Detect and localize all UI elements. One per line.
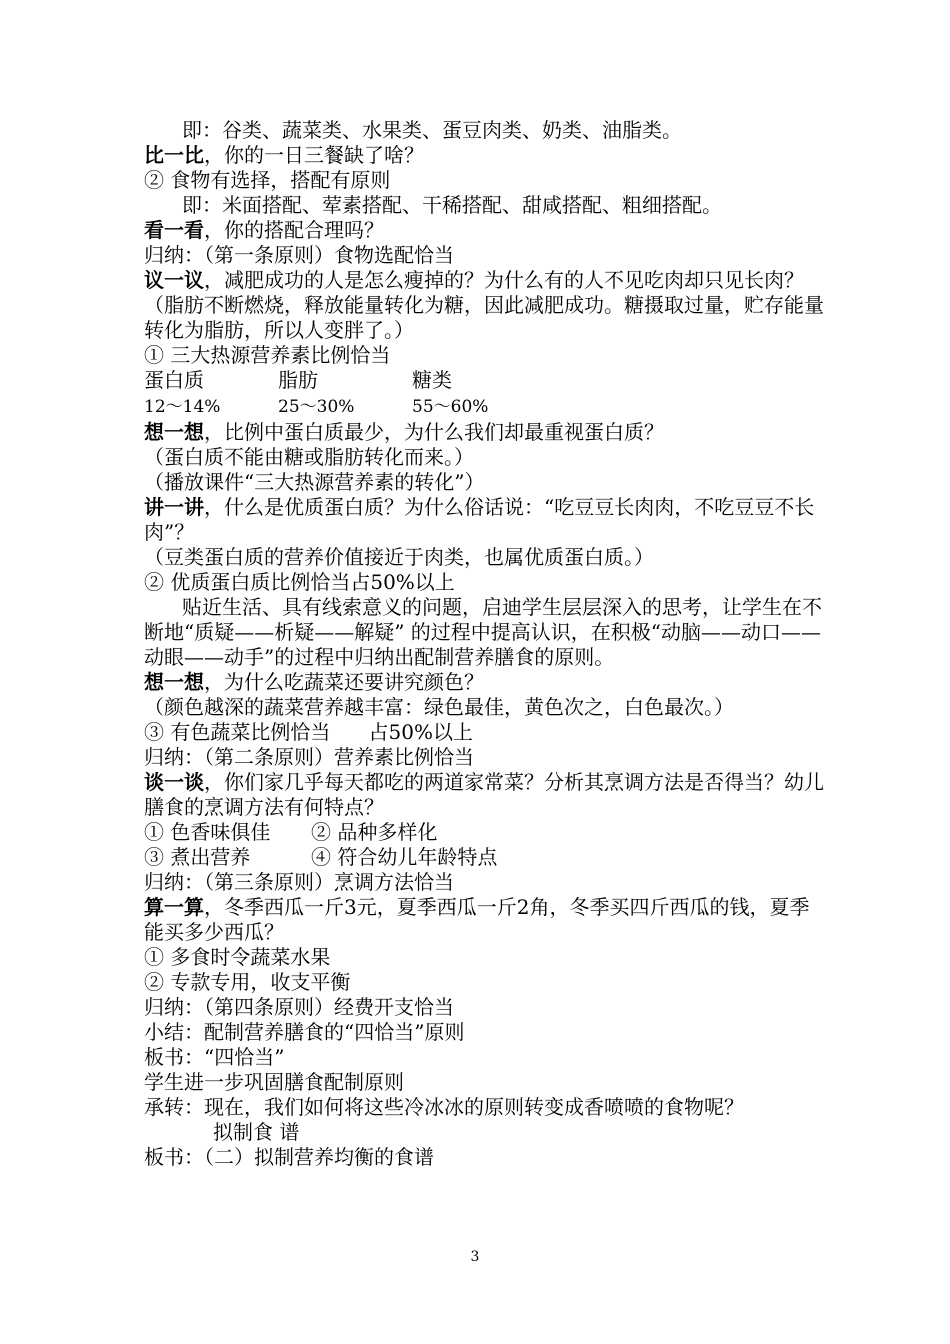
principle-item: ③ 有色蔬菜比例恰当 占50%以上 bbox=[144, 720, 473, 744]
page-number: 3 bbox=[470, 1249, 480, 1265]
summary-rule-3: 归纳：（第三条原则）烹调方法恰当 bbox=[144, 870, 454, 894]
teaching-reflection: 贴近生活、具有线索意义的问题，启迪学生层层深入的思考，让学生在不断地“质疑——析疑——解疑” 的过程中提高认识，在积极“动脑——动口——动眼——动手”的过程中归纳出配制营养膳食的原则。 bbox=[144, 595, 822, 669]
ratio-value: 55～60% bbox=[412, 397, 489, 417]
conclusion-line: 小结：配制营养膳食的“四恰当”原则 bbox=[144, 1020, 465, 1044]
summary-rule-1: 归纳：（第一条原则）食物选配恰当 bbox=[144, 243, 454, 267]
principle-item: ② 食物有选择，搭配有原则 bbox=[144, 168, 391, 192]
summary-rule-4: 归纳：（第四条原则）经费开支恰当 bbox=[144, 995, 454, 1019]
ratio-label: 蛋白质 bbox=[144, 368, 204, 392]
color-answer: （颜色越深的蔬菜营养越丰富：绿色最佳，黄色次之，白色最次。） bbox=[144, 695, 734, 719]
menu-heading: 拟制食 谱 bbox=[213, 1120, 300, 1144]
discuss-prompt: 议一议，减肥成功的人是怎么瘦掉的？为什么有的人不见吃肉却只见长肉？ bbox=[144, 268, 804, 292]
prompt-lead: 看一看 bbox=[144, 218, 204, 242]
look-prompt: 看一看，你的搭配合理吗？ bbox=[144, 218, 384, 242]
prompt-lead: 想一想 bbox=[144, 670, 204, 694]
ratio-labels-row bbox=[144, 368, 824, 393]
chat-prompt: 谈一谈，你们家几乎每天都吃的两道家常菜？分析其烹调方法是否得当？幼儿膳食的烹调方法有何特点？ bbox=[144, 770, 824, 819]
compare-prompt: 比一比，你的一日三餐缺了啥？ bbox=[144, 143, 424, 167]
prompt-lead: 谈一谈 bbox=[144, 770, 204, 794]
fat-explanation: （脂肪不断燃烧，释放能量转化为糖，因此减肥成功。糖摄取过量，贮存能量转化为脂肪，所以人变胖了。） bbox=[144, 293, 824, 342]
prompt-lead: 讲一讲 bbox=[144, 495, 204, 519]
prompt-lead: 算一算 bbox=[144, 895, 204, 919]
principle-item: ① 多食时令蔬菜水果 bbox=[144, 945, 331, 969]
prompt-lead: 比一比 bbox=[144, 143, 204, 167]
courseware-note: （播放课件“三大热源营养素的转化”） bbox=[144, 470, 485, 494]
cooking-options-row bbox=[144, 845, 824, 870]
cooking-option: ② 品种多样化 bbox=[311, 820, 438, 844]
principle-item: ① 三大热源营养素比例恰当 bbox=[144, 343, 391, 367]
pairing-examples-line: 即：米面搭配、荤素搭配、干稀搭配、甜咸搭配、粗细搭配。 bbox=[182, 193, 722, 217]
blackboard-note: 板书：“四恰当” bbox=[144, 1045, 285, 1069]
cooking-options-row bbox=[144, 820, 824, 845]
calculate-prompt: 算一算，冬季西瓜一斤3元，夏季西瓜一斤2角，冬季买四斤西瓜的钱，夏季能买多少西瓜？ bbox=[144, 895, 810, 944]
talk-prompt: 讲一讲，什么是优质蛋白质？为什么俗话说：“吃豆豆长肉肉，不吃豆豆不长肉”？ bbox=[144, 495, 815, 544]
ratio-value: 25～30% bbox=[278, 397, 355, 417]
think-prompt: 想一想，比例中蛋白质最少，为什么我们却最重视蛋白质？ bbox=[144, 420, 664, 444]
ratio-value: 12～14% bbox=[144, 397, 221, 417]
transition-line: 承转：现在，我们如何将这些冷冰冰的原则转变成香喷喷的食物呢？ bbox=[144, 1095, 744, 1119]
think-color-prompt: 想一想，为什么吃蔬菜还要讲究颜色？ bbox=[144, 670, 484, 694]
blackboard-note: 板书：（二）拟制营养均衡的食谱 bbox=[144, 1145, 434, 1169]
ratio-label: 糖类 bbox=[412, 368, 452, 392]
cooking-option: ③ 煮出营养 bbox=[144, 845, 251, 869]
cooking-option: ④ 符合幼儿年龄特点 bbox=[311, 845, 498, 869]
ratio-label: 脂肪 bbox=[278, 368, 318, 392]
cooking-option: ① 色香味俱佳 bbox=[144, 820, 271, 844]
principle-item: ② 优质蛋白质比例恰当占50%以上 bbox=[144, 570, 455, 594]
document-body bbox=[144, 118, 824, 1170]
bean-protein-answer: （豆类蛋白质的营养价值接近于肉类，也属优质蛋白质。） bbox=[144, 545, 654, 569]
consolidation-line: 学生进一步巩固膳食配制原则 bbox=[144, 1070, 404, 1094]
principle-item: ② 专款专用，收支平衡 bbox=[144, 970, 351, 994]
prompt-lead: 想一想 bbox=[144, 420, 204, 444]
ratio-values-row bbox=[144, 393, 824, 420]
food-categories-line: 即：谷类、蔬菜类、水果类、蛋豆肉类、奶类、油脂类。 bbox=[182, 118, 682, 142]
summary-rule-2: 归纳：（第二条原则）营养素比例恰当 bbox=[144, 745, 474, 769]
prompt-lead: 议一议 bbox=[144, 268, 204, 292]
protein-answer: （蛋白质不能由糖或脂肪转化而来。） bbox=[144, 445, 474, 469]
